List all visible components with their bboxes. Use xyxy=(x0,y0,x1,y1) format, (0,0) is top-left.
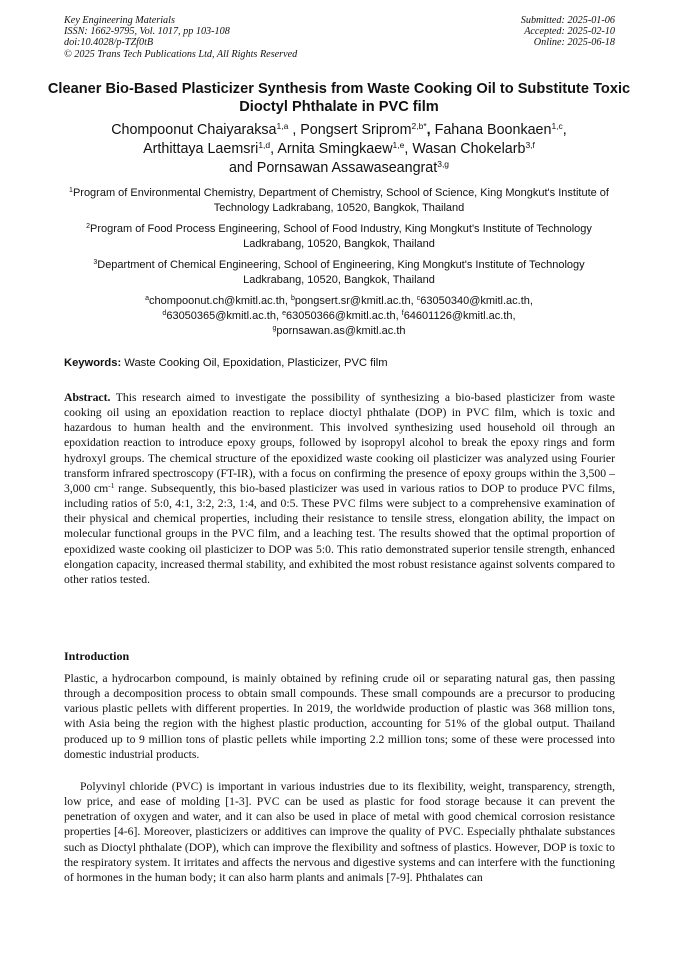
abstract-text-after: range. Subsequently, this bio-based plasticizer was used in various ratios to DOP to produce PVC films, including ratios of 5:0, 4:1, 3:2, 2:3, 1:4, and 0:5. These PVC films were subject to a comprehensive examination of their physical and chemical properties, including their resistance to tensile stress, elongation ability, the impact on molecular functional groups in the PVC film, and a leaching test. The results showed that the optimal proportion of epoxidized waste cooking oil plasticizer to DOP was 5:0. This ratio demonstrated superior tensile strength, enhanced elongation capacity, increased thermal stability, and exhibited the most robust resistance against solvents compared to other ratios tested. xyxy=(64,481,615,586)
affiliation-number: 3 xyxy=(93,259,98,266)
affiliation-3 xyxy=(64,258,614,288)
author-separator: , xyxy=(288,122,301,138)
paper-title: Cleaner Bio-Based Plasticizer Synthesis from Waste Cooking Oil to Substitute Toxic Dioctyl Phthalate in PVC film xyxy=(47,81,631,115)
date-online: Online: 2025-06-18 xyxy=(533,37,615,49)
email-mark: a xyxy=(145,295,149,302)
author-list xyxy=(40,121,638,179)
email-link[interactable]: 64601126@kmitl.ac.th xyxy=(403,309,513,322)
affiliation-1 xyxy=(64,186,614,216)
email-link[interactable]: chompoonut.ch@kmitl.ac.th xyxy=(148,295,285,307)
author-name: Wasan Chokelarb xyxy=(412,141,526,158)
email-separator: , xyxy=(410,295,417,307)
date-submitted: Submitted: 2025-01-06 xyxy=(520,15,615,26)
affiliation-text: Program of Environmental Chemistry, Department of Chemistry, School of Science, King Mongkut's Institute of Technology Ladkrabang, 10520, Bangkok, Thailand xyxy=(72,187,609,214)
journal-copyright: © 2025 Trans Tech Publications Ltd, All Rights Reserved xyxy=(64,48,298,60)
date-accepted: Accepted: 2025-02-10 xyxy=(524,26,615,38)
author-separator: , xyxy=(426,122,435,138)
affiliation-2 xyxy=(64,222,614,252)
submission-dates xyxy=(521,15,615,49)
email-mark: d xyxy=(162,309,167,317)
affiliation-text: Department of Chemical Engineering, School of Engineering, King Mongkut's Institute of Technology Ladkrabang, 10520, Bangkok, Thailand xyxy=(97,259,585,286)
author-separator: , xyxy=(270,141,278,158)
introduction-heading: Introduction xyxy=(64,649,130,663)
abstract-unit-superscript: -1 xyxy=(108,480,115,490)
abstract-label: Abstract. xyxy=(64,391,111,404)
email-separator: , xyxy=(275,309,283,322)
introduction-paragraph-1: Plastic, a hydrocarbon compound, is mainly obtained by refining crude oil or separating natural gas, then passing through a decomposition process to obtain small compounds. These small compounds are a precursor to producing various plastic pellets with different properties. In 2019, the worldwide production of plastic was 368 million tons, with Asia being the region with the highest plastic production, accounting for 51% of the global output. Thailand produced up to 9 million tons of plastic pellets while importing 2.2 million tons; some of these were processed into domestic industrial products. xyxy=(64,672,615,761)
email-separator: , xyxy=(395,309,402,322)
author-affiliation-mark: 2,b* xyxy=(411,121,427,131)
keywords xyxy=(64,356,615,370)
author-name: Arthittaya Laemsri xyxy=(143,141,259,158)
email-mark: f xyxy=(401,309,404,317)
email-mark: g xyxy=(272,324,277,332)
author-affiliation-mark: 3,f xyxy=(525,140,535,151)
email-link[interactable]: 63050340@kmitl.ac.th xyxy=(420,295,530,307)
abstract xyxy=(64,390,615,587)
keywords-label: Keywords: xyxy=(64,357,122,369)
author-name: Arnita Smingkaew xyxy=(277,141,393,158)
author-affiliation-mark: 1,a xyxy=(276,121,289,131)
author-affiliation-mark: 1,e xyxy=(392,140,405,151)
author-name: Fahana Boonkaen xyxy=(434,122,552,138)
introduction-paragraph-2: Polyvinyl chloride (PVC) is important in various industries due to its flexibility, weight, transparency, strength, low price, and ease of molding [1-3]. PVC can be used as plastic for food storage because it can prevent the penetration of oxygen and water, and it can also be used in place of metal with good chemical corrosion resistance properties [4-6]. Moreover, plasticizers or additives can improve the quality of PVC. Especially phthalate substances such as Dioctyl phthalate (DOP), which can improve the flexibility and softness of plastics. However, DOP is toxic to the respiratory system. It irritates and affects the nervous and digestive systems and can interfere with the functioning of hormones in the human body; it can also harm plants and animals [7-9]. Phthalates can xyxy=(64,780,615,884)
author-affiliation-mark: 1,d xyxy=(258,140,271,151)
author-separator: , xyxy=(562,122,567,138)
author-emails xyxy=(64,294,614,338)
author-and: and xyxy=(228,160,253,177)
affiliation-number: 2 xyxy=(86,223,91,230)
affiliation-number: 1 xyxy=(69,187,73,194)
author-affiliation-mark: 3,g xyxy=(437,159,450,170)
email-mark: e xyxy=(282,309,286,317)
email-separator: , xyxy=(512,309,516,322)
journal-name: Key Engineering Materials xyxy=(64,15,175,26)
email-mark: c xyxy=(416,295,421,302)
email-link[interactable]: pongsert.sr@kmitl.ac.th xyxy=(294,295,411,307)
keywords-text: Waste Cooking Oil, Epoxidation, Plasticizer, PVC film xyxy=(121,357,388,369)
journal-issn: ISSN: 1662-9795, Vol. 1017, pp 103-108 xyxy=(64,26,230,38)
abstract-text-before: This research aimed to investigate the possibility of synthesizing a bio-based plasticizer from waste cooking oil using an epoxidation reaction to replace dioctyl phthalate (DOP) in PVC film, which is toxic and hazardous to human health and the environment. This involved synthesizing used household oil through an epoxidation reaction to introduce epoxy groups, followed by isopropyl alcohol to break the epoxy rings and form hydroxyl groups. The chemical structure of the epoxidized waste cooking oil plasticizer was analyzed using Fourier transform infrared spectroscopy (FT-IR), with a focus on confirming the presence of epoxy groups within the 3,500 – 3,000 cm xyxy=(64,391,615,495)
affiliation-text: Program of Food Process Engineering, School of Food Industry, King Mongkut's Institute of Technology Ladkrabang, 10520, Bangkok, Thailand xyxy=(90,223,592,250)
author-name: Pornsawan Assawaseangrat xyxy=(256,160,438,177)
author-separator: , xyxy=(404,141,413,158)
author-name: Pongsert Sriprom xyxy=(300,122,412,138)
journal-header xyxy=(64,15,297,60)
email-link[interactable]: 63050366@kmitl.ac.th xyxy=(285,309,396,322)
email-mark: b xyxy=(291,295,295,302)
email-link[interactable]: pornsawan.as@kmitl.ac.th xyxy=(276,324,406,337)
author-affiliation-mark: 1,c xyxy=(551,121,563,131)
journal-doi[interactable]: doi:10.4028/p-TZf0tB xyxy=(64,37,154,49)
email-separator: , xyxy=(284,295,291,307)
email-link[interactable]: 63050365@kmitl.ac.th xyxy=(166,309,276,322)
email-separator: , xyxy=(529,295,533,307)
author-name: Chompoonut Chaiyaraksa xyxy=(111,122,277,138)
